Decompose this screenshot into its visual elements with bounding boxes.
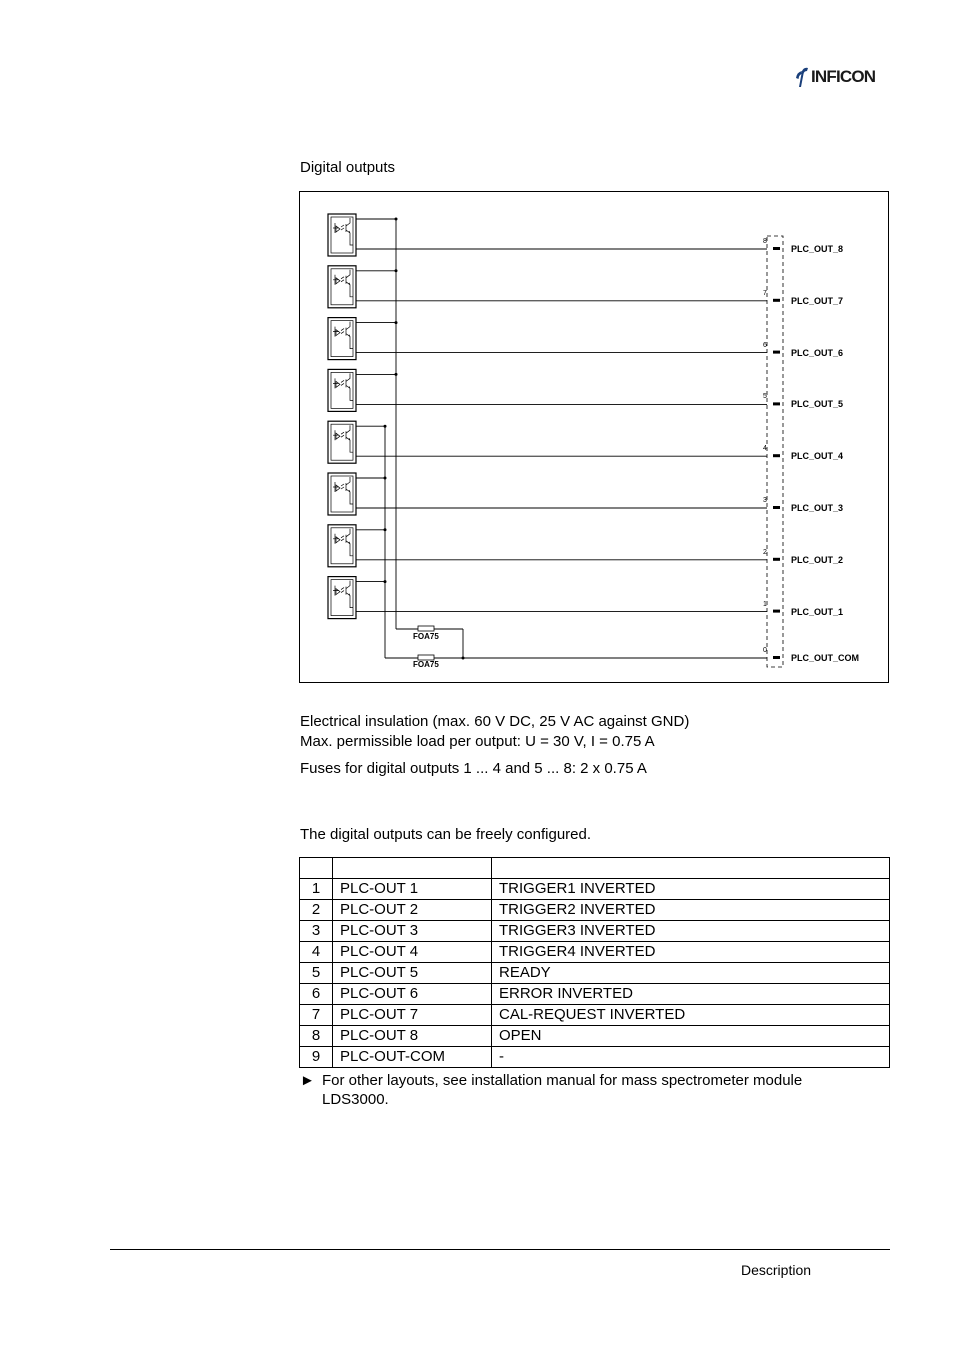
pin-number: 6 [763, 341, 767, 349]
fuse-label: FOA75 [413, 660, 439, 669]
row-function: TRIGGER1 INVERTED [492, 879, 890, 900]
table-row [300, 1005, 890, 1026]
row-signal: PLC-OUT 7 [333, 1005, 492, 1026]
arrow-bullet-icon: ► [300, 1072, 315, 1089]
row-function: CAL-REQUEST INVERTED [492, 1005, 890, 1026]
fuse-label: FOA75 [413, 632, 439, 641]
inficon-logo [795, 66, 875, 88]
row-number: 4 [300, 942, 333, 963]
optocoupler-block [328, 318, 356, 360]
output-label: PLC_OUT_8 [791, 244, 844, 254]
row-signal: PLC-OUT 5 [333, 963, 492, 984]
row-number: 7 [300, 1005, 333, 1026]
optocoupler-block [328, 214, 356, 256]
output-label: PLC_OUT_3 [791, 503, 844, 513]
footer-divider [110, 1249, 890, 1250]
output-label-com: PLC_OUT_COM [791, 653, 860, 663]
optocoupler-block [328, 266, 356, 308]
table-row [300, 1026, 890, 1047]
row-signal: PLC-OUT 3 [333, 921, 492, 942]
row-function: ERROR INVERTED [492, 984, 890, 1005]
connector-pin [773, 610, 780, 613]
row-signal: PLC-OUT 8 [333, 1026, 492, 1047]
table-row [300, 879, 890, 900]
pin-number: 4 [763, 445, 767, 453]
pin-number: 5 [763, 393, 767, 401]
row-number: 2 [300, 900, 333, 921]
output-label: PLC_OUT_1 [791, 606, 844, 617]
connector-pin [773, 506, 780, 509]
spec-fuses: Fuses for digital outputs 1 ... 4 and 5 ... 8: 2 x 0.75 A [300, 760, 647, 777]
optocoupler-block [328, 369, 356, 411]
table-header-row [300, 858, 890, 879]
table-row [300, 942, 890, 963]
row-signal: PLC-OUT 1 [333, 879, 492, 900]
output-config-table [299, 857, 890, 1068]
row-signal: PLC-OUT 2 [333, 900, 492, 921]
note-text: For other layouts, see installation manual for mass spectrometer module LDS3000. [322, 1072, 803, 1108]
table-row [300, 1047, 890, 1068]
pin-number: 0 [763, 647, 767, 654]
spec-max-load: Max. permissible load per output: U = 30 V, I = 0.75 A [300, 733, 655, 750]
connector-pin [773, 247, 780, 250]
junction-dot [462, 657, 465, 660]
output-label: PLC_OUT_6 [791, 347, 844, 358]
connector-pin [773, 454, 780, 457]
row-number: 8 [300, 1026, 333, 1047]
optocoupler-block [328, 421, 356, 463]
table-row [300, 900, 890, 921]
row-signal: PLC-OUT-COM [333, 1047, 492, 1068]
row-number: 3 [300, 921, 333, 942]
header-cell [492, 858, 890, 879]
row-function: READY [492, 963, 890, 984]
connector-pin [773, 402, 780, 405]
spec-insulation: Electrical insulation (max. 60 V DC, 25 V AC against GND) [300, 713, 690, 730]
row-function: TRIGGER4 INVERTED [492, 942, 890, 963]
footer-section-name: Description [741, 1262, 812, 1278]
pin-number: 1 [763, 600, 767, 608]
header-cell [300, 858, 333, 879]
connector-pin [773, 558, 780, 561]
config-intro: The digital outputs can be freely configured. [300, 826, 592, 843]
pin-number: 8 [763, 238, 767, 245]
row-function: TRIGGER3 INVERTED [492, 921, 890, 942]
row-function: - [492, 1047, 890, 1068]
optocoupler-block [328, 525, 356, 567]
table-row [300, 963, 890, 984]
pin-number: 3 [763, 497, 767, 504]
output-label: PLC_OUT_4 [791, 451, 844, 462]
row-signal: PLC-OUT 6 [333, 984, 492, 1005]
row-signal: PLC-OUT 4 [333, 942, 492, 963]
output-label: PLC_OUT_2 [791, 554, 844, 565]
digital-outputs-diagram [299, 191, 889, 683]
connector-pin [773, 351, 780, 354]
row-number: 1 [300, 879, 333, 900]
output-label: PLC_OUT_5 [791, 399, 844, 410]
header-cell [333, 858, 492, 879]
section-title: Digital outputs [300, 159, 396, 176]
row-number: 6 [300, 984, 333, 1005]
row-function: OPEN [492, 1026, 890, 1047]
fuse-symbol-icon [418, 626, 434, 631]
table-row [300, 984, 890, 1005]
row-function: TRIGGER2 INVERTED [492, 900, 890, 921]
connector-pin [773, 299, 780, 302]
optocoupler-block [328, 577, 356, 619]
optocoupler-block [328, 473, 356, 515]
pin-number: 2 [763, 548, 767, 556]
pin-number: 7 [763, 289, 767, 297]
row-number: 9 [300, 1047, 333, 1068]
table-row [300, 921, 890, 942]
row-number: 5 [300, 963, 333, 984]
connector-pin [773, 656, 780, 659]
output-label: PLC_OUT_7 [791, 295, 844, 306]
inficon-logo-icon [795, 66, 809, 88]
logo-text: INFICON [811, 67, 876, 86]
